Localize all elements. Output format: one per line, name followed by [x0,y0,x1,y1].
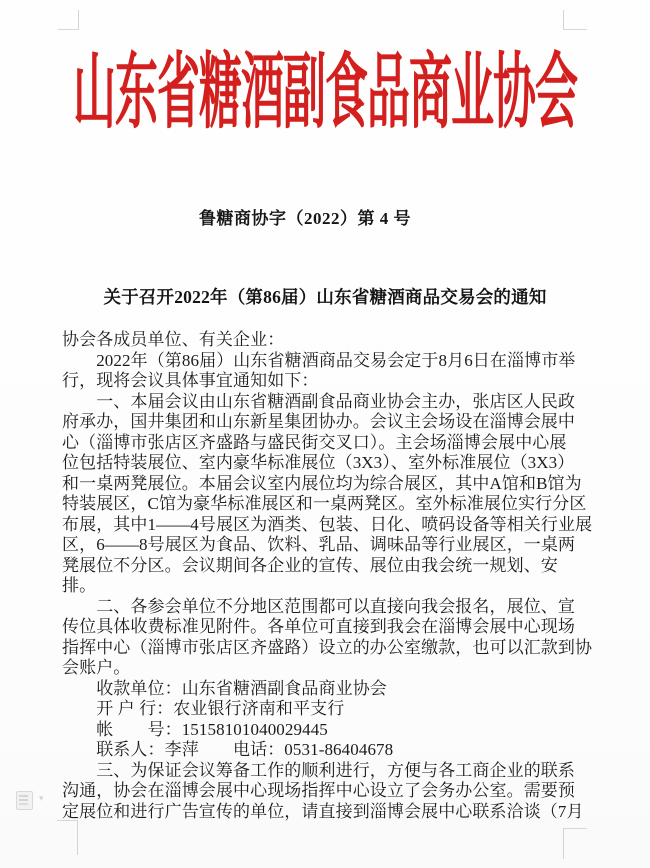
body-line: 传位具体收费标准见附件。各单位可直接到我会在淄博会展中心现场 [62,617,575,636]
body-line: 府承办，国井集团和山东新星集团协办。会议主会场设在淄博会展中 [62,412,575,431]
body-line: 布展，其中1——4号展区为酒类、包装、日化、喷码设备等相关行业展 [62,514,593,534]
crop-mark-bottom-right [563,828,587,859]
body-line: 开 户 行：农业银行济南和平支行 [62,699,345,718]
letterhead-title: 山东省糖酒副食品商业协会 [73,48,577,139]
body-line: 收款单位：山东省糖酒副食品商业协会 [62,678,387,698]
chevron-down-icon[interactable]: ▾ [39,794,44,804]
body-line: 联系人：李萍 电话：0531-86404678 [62,740,394,759]
letterhead [0,36,650,139]
body-line: 心（淄博市张店区齐盛路与盛民街交叉口）。主会场淄博会展中心展 [62,432,567,452]
clipboard-paste-icon[interactable] [16,791,33,810]
body-line: 特装展区，C馆为豪华标准展区和一桌两凳区。室外标准展位实行分区 [62,494,587,513]
body-line: 定展位和进行广告宣传的单位，请直接到淄博会展中心联系洽谈（7月 [62,801,584,821]
body-line: 二、各参会单位不分地区范围都可以直接向我会报名，展位、宣 [62,596,575,616]
body-line: 区，6——8号展区为食品、饮料、乳品、调味品等行业展区，一桌两 [62,535,576,554]
body-line: 三、为保证会议筹备工作的顺利进行，方便与各工商企业的联系 [62,760,575,780]
document-title: 关于召开2022年（第86届）山东省糖酒商品交易会的通知 [103,287,547,307]
body-line: 2022年（第86届）山东省糖酒商品交易会定于8月6日在淄博市举 [62,350,576,370]
body-line: 一、本届会议由山东省糖酒副食品商业协会主办，张店区人民政 [62,391,575,411]
paste-options-widget[interactable] [16,791,44,810]
crop-mark-bottom-left [57,820,78,855]
body-line: 排。 [62,576,97,595]
body-line: 位包括特装展位、室内豪华标准展位（3X3）、室外标准展位（3X3） [62,453,575,472]
body-line: 会账户。 [62,658,131,677]
body-line: 行，现将会议具体事宜通知如下： [62,371,319,390]
body-line: 和一桌两凳展位。本届会议室内展位均为综合展区，其中A馆和B馆为 [62,473,582,493]
body-line: 凳展位不分区。会议期间各企业的宣传、展位由我会统一规划、安 [62,555,558,575]
body-line: 指挥中心（淄博市张店区齐盛路）设立的办公室缴款，也可以汇款到协 [62,637,593,657]
body-line: 帐 号：15158101040029445 [62,719,328,739]
doc-number: 鲁糖商协字（2022）第 4 号 [199,209,411,228]
body-line: 协会各成员单位、有关企业： [62,330,285,349]
document-body [62,330,596,822]
body-line: 沟通，协会在淄博会展中心现场指挥中心设立了会务办公室。需要预 [62,781,575,800]
